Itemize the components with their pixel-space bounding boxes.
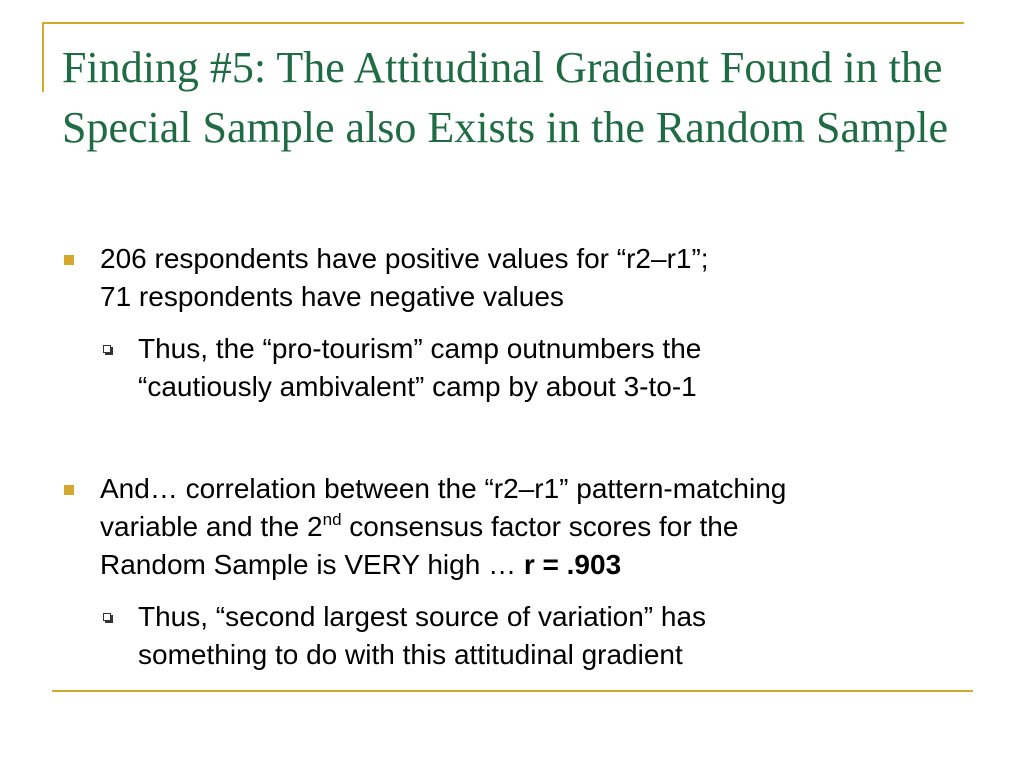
footer-rule <box>52 690 973 692</box>
bullet-text-line <box>100 508 980 546</box>
text-segment: consensus factor scores for the <box>341 511 739 542</box>
frame-top-rule <box>42 22 964 24</box>
bullet-text-line: And… correlation between the “r2–r1” pattern-matching <box>100 473 787 504</box>
correlation-value: r = .903 <box>523 549 622 580</box>
sub-bullet-variation <box>138 598 968 674</box>
hollow-square-bullet-icon <box>103 345 111 353</box>
sub-bullet-text-line: Thus, the “pro-tourism” camp outnumbers the <box>138 333 702 364</box>
frame-left-rule <box>42 22 44 92</box>
sub-bullet-text-line: Thus, “second largest source of variation” has <box>138 601 707 632</box>
gold-square-bullet-icon <box>64 255 74 265</box>
gold-square-bullet-icon <box>64 485 74 495</box>
bullet-text-line <box>100 546 980 584</box>
text-segment: variable and the 2 <box>100 511 323 542</box>
text-segment: Random Sample is VERY high … <box>100 549 524 580</box>
bullet-text-line: 71 respondents have negative values <box>100 281 564 312</box>
sub-bullet-text-line: “cautiously ambivalent” camp by about 3-to-1 <box>138 371 697 402</box>
ordinal-superscript: nd <box>322 510 342 529</box>
sub-bullet-text-line: something to do with this attitudinal gradient <box>138 639 683 670</box>
hollow-square-bullet-icon <box>103 613 111 621</box>
sub-bullet-pro-tourism <box>138 330 968 406</box>
bullet-text-line: 206 respondents have positive values for “r2–r1”; <box>100 243 709 274</box>
bullet-respondents <box>100 240 980 316</box>
bullet-correlation <box>100 470 980 584</box>
slide-title: Finding #5: The Attitudinal Gradient Found in the Special Sample also Exists in the Random Sample <box>62 43 948 152</box>
